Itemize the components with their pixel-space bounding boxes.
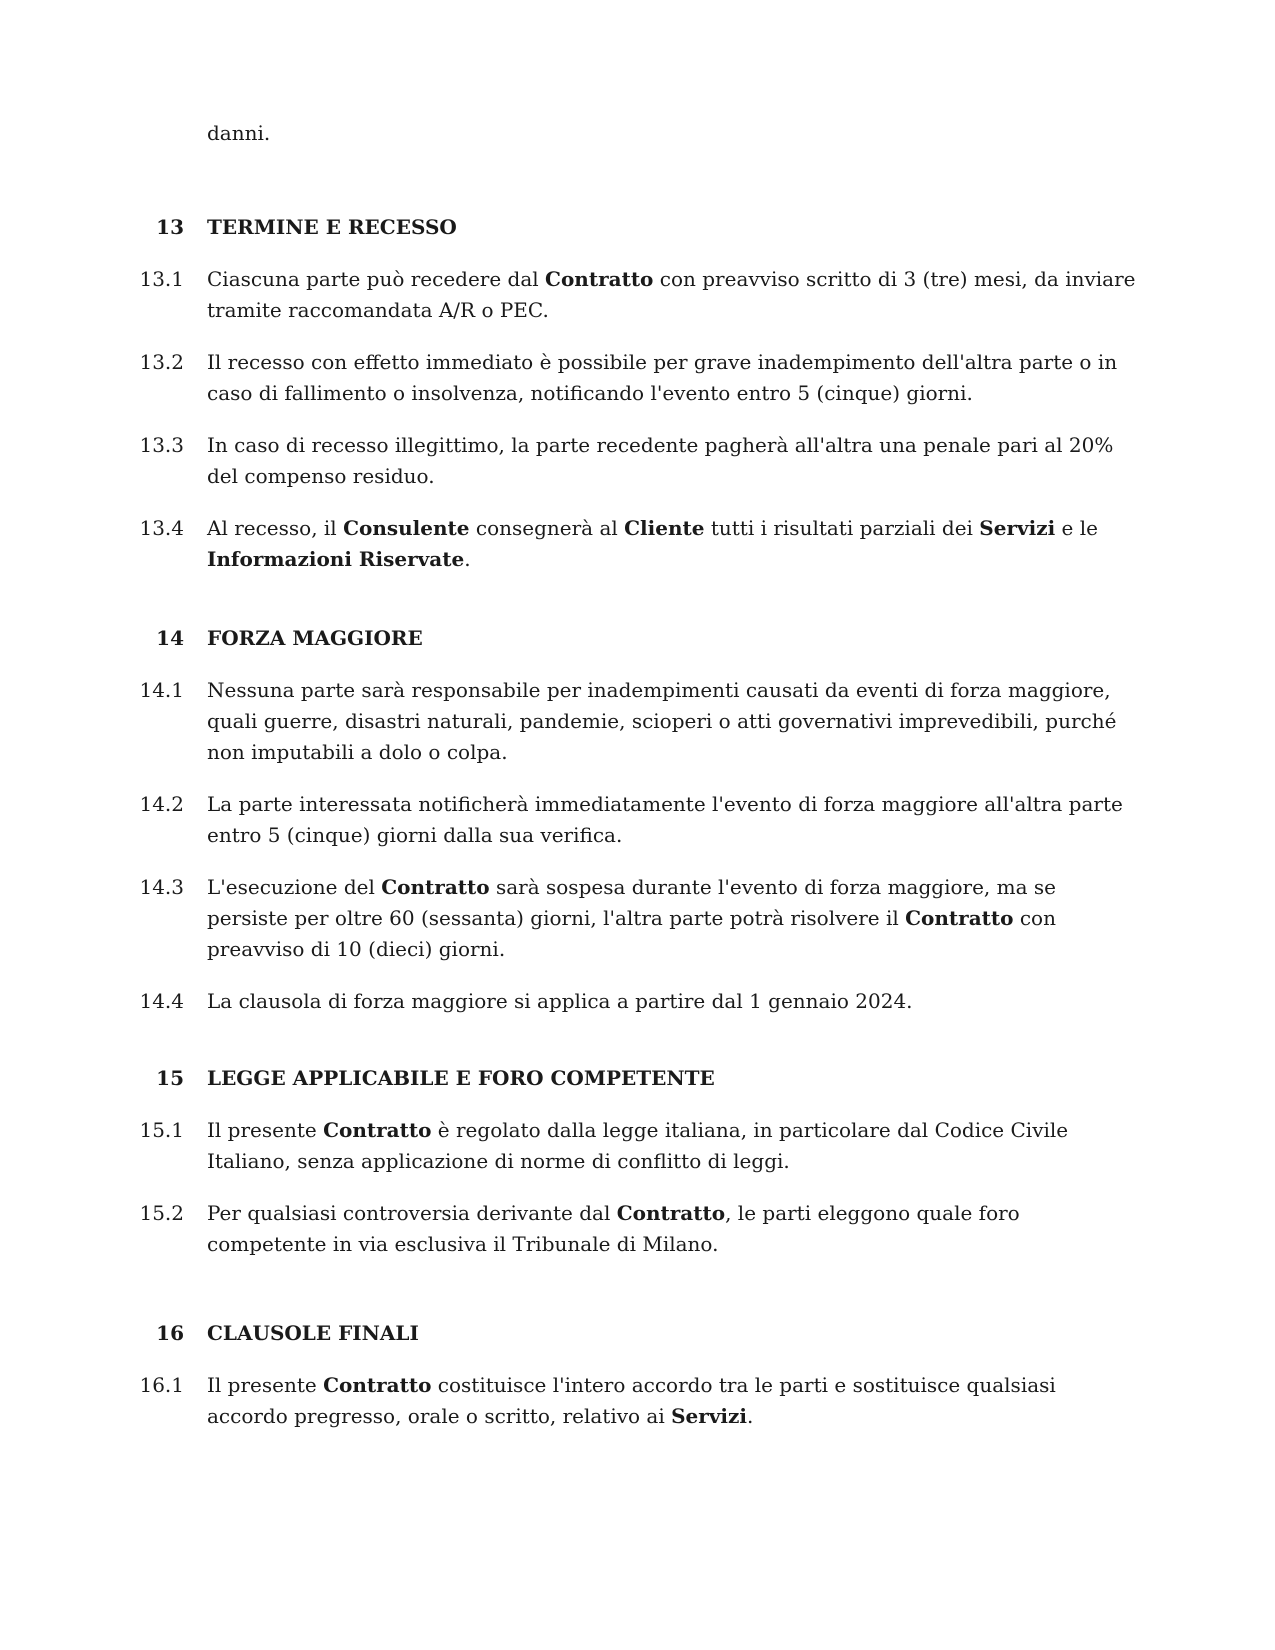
clause-text-run: In caso di recesso illegittimo, la parte recedente pagherà all'altra una penale pari al 20% del compenso residuo. [207, 433, 1114, 488]
section-title: CLAUSOLE FINALI [207, 1321, 419, 1345]
clause-14-4 [0, 986, 1275, 1017]
section-number: 15 [156, 1066, 184, 1090]
clause-text-run: Il presente [207, 1118, 324, 1142]
section-15 [0, 1063, 1275, 1260]
section-heading [0, 1063, 1275, 1094]
clause-number: 14.3 [139, 875, 184, 899]
clause-text-run: e le [1055, 516, 1098, 540]
clause-text [207, 789, 1137, 851]
clause-13-2 [0, 347, 1275, 409]
clause-number: 15.1 [139, 1118, 184, 1142]
clause-text-run: Nessuna parte sarà responsabile per inadempimenti causati da eventi di forza maggiore, quali guerre, disastri naturali, pandemie, scioperi o atti governativi imprevedibili, purché non imputabili a dolo o colpa. [207, 678, 1117, 764]
section-number: 16 [156, 1321, 184, 1345]
defined-term: Consulente [343, 516, 470, 540]
clause-number: 15.2 [139, 1201, 184, 1225]
clause-number: 13.1 [139, 267, 184, 291]
clause-text-run: L'esecuzione del [207, 875, 382, 899]
clause-text [207, 347, 1137, 409]
clause-text [207, 430, 1137, 492]
defined-term: Cliente [624, 516, 705, 540]
defined-term: Contratto [381, 875, 490, 899]
clause-13-1 [0, 264, 1275, 326]
clause-15-1 [0, 1115, 1275, 1177]
clause-text-run: Per qualsiasi controversia derivante dal [207, 1201, 617, 1225]
clause-text-run: . [464, 547, 471, 571]
clause-text-run: . [747, 1404, 754, 1428]
clause-text-run: Ciascuna parte può recedere dal [207, 267, 546, 291]
section-title: TERMINE E RECESSO [207, 215, 457, 239]
clause-number: 14.1 [139, 678, 184, 702]
defined-term: Servizi [979, 516, 1056, 540]
section-14 [0, 623, 1275, 1017]
clause-number: 16.1 [139, 1373, 184, 1397]
clause-text [207, 675, 1137, 768]
section-heading [0, 623, 1275, 654]
clause-text-run: tutti i risultati parziali dei [704, 516, 980, 540]
section-number: 13 [156, 215, 184, 239]
section-13 [0, 212, 1275, 575]
clause-number: 13.2 [139, 350, 184, 374]
clause-number: 13.3 [139, 433, 184, 457]
clause-16-1 [0, 1370, 1275, 1432]
clause-number: 14.2 [139, 792, 184, 816]
clause-text-run: , le parti eleggono quale foro competente in via esclusiva il Tribunale di Milano. [207, 1201, 1020, 1256]
clause-text [207, 264, 1137, 326]
clause-text-run: Il presente [207, 1373, 324, 1397]
clause-text [207, 872, 1137, 965]
clause-13-4 [0, 513, 1275, 575]
defined-term: Contratto [545, 267, 654, 291]
defined-term: Contratto [616, 1201, 726, 1225]
clause-14-1 [0, 675, 1275, 768]
clause-text-run: Il recesso con effetto immediato è possibile per grave inadempimento dell'altra parte o in caso di fallimento o insolvenza, notificando l'evento entro 5 (cinque) giorni. [207, 350, 1118, 405]
clause-14-2 [0, 789, 1275, 851]
clause-text [207, 1370, 1137, 1432]
clause-text [207, 1198, 1137, 1260]
clause-number: 13.4 [139, 516, 184, 540]
section-number: 14 [156, 626, 184, 650]
section-title: LEGGE APPLICABILE E FORO COMPETENTE [207, 1066, 715, 1090]
clause-text-run: La parte interessata notificherà immediatamente l'evento di forza maggiore all'altra parte entro 5 (cinque) giorni dalla sua verifica. [207, 792, 1123, 847]
defined-term: Contratto [905, 906, 1014, 930]
clause-text-run: costituisce l'intero accordo tra le parti e sostituisce qualsiasi accordo pregresso, orale o scritto, relativo ai [207, 1373, 1056, 1428]
clause-text-run: è regolato dalla legge italiana, in particolare dal Codice Civile Italiano, senza applicazione di norme di conflitto di leggi. [207, 1118, 1069, 1173]
clause-number: 14.4 [139, 989, 184, 1013]
clause-text-run: con preavviso di 10 (dieci) giorni. [207, 906, 1056, 961]
section-heading [0, 1318, 1275, 1349]
section-title: FORZA MAGGIORE [207, 626, 423, 650]
clause-text-run: Al recesso, il [207, 516, 344, 540]
section-16 [0, 1318, 1275, 1432]
clause-15-2 [0, 1198, 1275, 1260]
continuation-text: danni. [207, 121, 271, 145]
clause-text-run: sarà sospesa durante l'evento di forza maggiore, ma se persiste per oltre 60 (sessanta) giorni, l'altra parte potrà risolvere il [207, 875, 1056, 930]
defined-term: Informazioni Riservate [207, 547, 465, 571]
clause-text [207, 1115, 1137, 1177]
clause-text-run: La clausola di forza maggiore si applica a partire dal 1 gennaio 2024. [207, 989, 913, 1013]
clause-text [207, 986, 1137, 1017]
defined-term: Servizi [671, 1404, 747, 1428]
clause-13-3 [0, 430, 1275, 492]
clause-text [207, 513, 1137, 575]
defined-term: Contratto [323, 1373, 432, 1397]
clause-text-run: con preavviso scritto di 3 (tre) mesi, da inviare tramite raccomandata A/R o PEC. [207, 267, 1136, 322]
defined-term: Contratto [323, 1118, 432, 1142]
clause-text-run: consegnerà al [469, 516, 625, 540]
clause-14-3 [0, 872, 1275, 965]
section-heading [0, 212, 1275, 243]
